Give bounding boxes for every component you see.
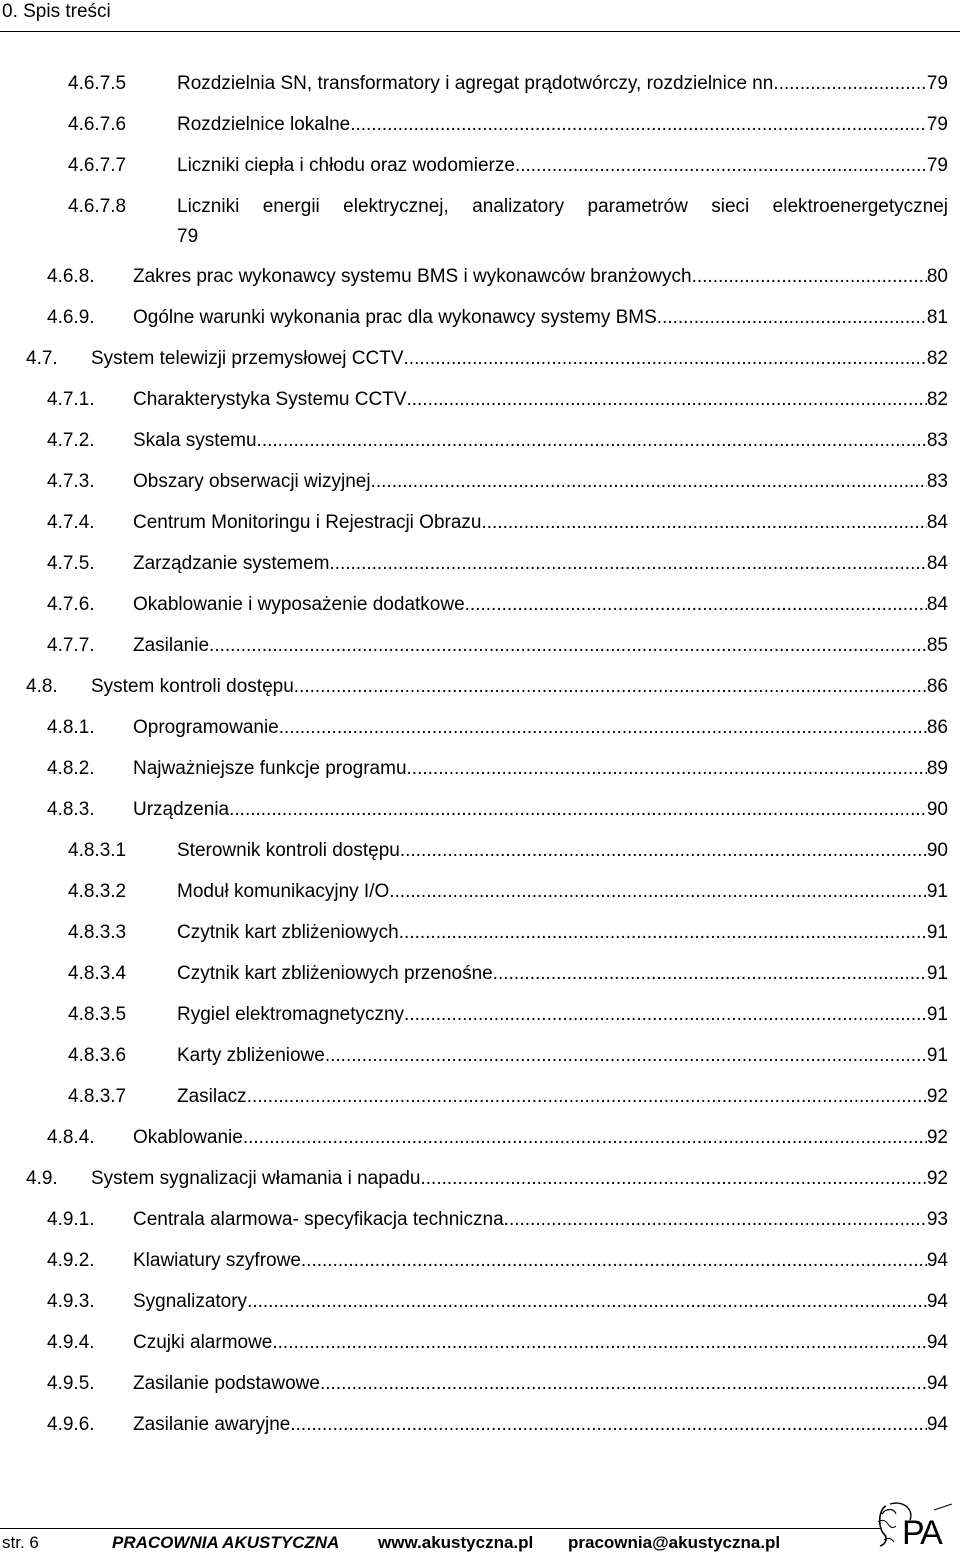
toc-entry-number: 4.9.1. bbox=[47, 1209, 95, 1230]
toc-entry[interactable] bbox=[47, 388, 948, 412]
company-logo bbox=[874, 1500, 956, 1552]
toc-entry[interactable] bbox=[47, 1290, 948, 1314]
toc-entry[interactable] bbox=[68, 113, 948, 137]
dot-leader bbox=[773, 72, 927, 96]
toc-entry-page: 94 bbox=[926, 1373, 948, 1394]
toc-entry[interactable] bbox=[47, 429, 948, 453]
footer-divider bbox=[0, 1528, 880, 1529]
toc-entry-number: 4.6.7.6 bbox=[68, 114, 127, 135]
toc-entry-number: 4.8.3.5 bbox=[68, 1004, 127, 1025]
toc-entry-number: 4.9.3. bbox=[47, 1291, 95, 1312]
toc-entry[interactable] bbox=[47, 593, 948, 617]
dot-leader bbox=[389, 880, 927, 904]
toc-entry-page: 79 bbox=[177, 226, 199, 247]
toc-entry[interactable] bbox=[68, 72, 948, 96]
toc-entry-number: 4.8.3.3 bbox=[68, 922, 127, 943]
toc-entry-number: 4.8.3.6 bbox=[68, 1045, 127, 1066]
dot-leader bbox=[325, 1044, 927, 1068]
dot-leader bbox=[371, 470, 927, 494]
dot-leader bbox=[400, 839, 927, 863]
toc-entry[interactable] bbox=[26, 347, 948, 371]
toc-entry-title: Centrala alarmowa- specyfikacja techniczna bbox=[133, 1209, 504, 1230]
toc-entry-number: 4.7. bbox=[26, 348, 58, 369]
toc-entry[interactable] bbox=[47, 1413, 948, 1437]
toc-entry-number: 4.8.3.7 bbox=[68, 1086, 127, 1107]
toc-entry-title: System telewizji przemysłowej CCTV bbox=[91, 348, 404, 369]
toc-entry-number: 4.6.7.8 bbox=[68, 196, 127, 217]
toc-entry-title: Sterownik kontroli dostępu bbox=[177, 840, 400, 861]
dot-leader bbox=[257, 429, 927, 453]
logo-lettering: PA bbox=[902, 1514, 941, 1552]
toc-entry-page: 92 bbox=[926, 1086, 948, 1107]
toc-entry-page: 83 bbox=[926, 430, 948, 451]
toc-entry-number: 4.7.6. bbox=[47, 594, 95, 615]
email-link[interactable]: pracownia@akustyczna.pl bbox=[568, 1533, 781, 1552]
dot-leader bbox=[657, 306, 927, 330]
toc-entry-title: Charakterystyka Systemu CCTV bbox=[133, 389, 407, 410]
toc-entry-page: 90 bbox=[926, 840, 948, 861]
dot-leader bbox=[272, 1331, 926, 1355]
toc-entry-page: 91 bbox=[926, 963, 948, 984]
toc-entry[interactable] bbox=[47, 1249, 948, 1273]
toc-entry-title: Klawiatury szyfrowe bbox=[133, 1250, 301, 1271]
toc-entry-number: 4.8.1. bbox=[47, 717, 95, 738]
toc-entry-number: 4.7.7. bbox=[47, 635, 95, 656]
dot-leader bbox=[279, 716, 927, 740]
toc-entry-title: System kontroli dostępu bbox=[91, 676, 294, 697]
toc-entry-page: 91 bbox=[926, 1045, 948, 1066]
toc-entry-title: Moduł komunikacyjny I/O bbox=[177, 881, 390, 902]
toc-entry-page: 92 bbox=[926, 1168, 948, 1189]
dot-leader bbox=[504, 1208, 927, 1232]
toc-entry[interactable] bbox=[68, 962, 948, 986]
toc-entry-number: 4.7.2. bbox=[47, 430, 95, 451]
dot-leader bbox=[465, 593, 927, 617]
dot-leader bbox=[243, 1126, 927, 1150]
toc-entry-page: 91 bbox=[926, 922, 948, 943]
dot-leader bbox=[404, 1003, 927, 1027]
toc-entry-number: 4.8.3.2 bbox=[68, 881, 127, 902]
toc-entry-page: 89 bbox=[926, 758, 948, 779]
dot-leader bbox=[301, 1249, 927, 1273]
toc-entry-number: 4.7.1. bbox=[47, 389, 95, 410]
toc-entry-number: 4.7.5. bbox=[47, 553, 95, 574]
toc-entry-title: Liczniki energii elektrycznej, analizatory parametrów sieci elektroenergetycznej bbox=[177, 196, 948, 217]
toc-entry-page: 79 bbox=[926, 114, 948, 135]
dot-leader bbox=[229, 798, 927, 822]
toc-entry[interactable] bbox=[47, 470, 948, 494]
dot-leader bbox=[481, 511, 926, 535]
toc-entry[interactable] bbox=[68, 195, 948, 247]
toc-entry-number: 4.8.3.1 bbox=[68, 840, 127, 861]
toc-entry[interactable] bbox=[47, 552, 948, 576]
dot-leader bbox=[399, 921, 927, 945]
toc-entry-title: Rozdzielnia SN, transformatory i agregat prądotwórczy, rozdzielnice nn bbox=[177, 73, 774, 94]
toc-entry[interactable] bbox=[47, 1126, 948, 1150]
toc-entry[interactable] bbox=[68, 1044, 948, 1068]
toc-entry-title: Zasilanie awaryjne bbox=[133, 1414, 291, 1435]
toc-entry-title: Okablowanie i wyposażenie dodatkowe bbox=[133, 594, 465, 615]
toc-entry-number: 4.9.2. bbox=[47, 1250, 95, 1271]
toc-entry-page: 90 bbox=[926, 799, 948, 820]
toc-entry-title: Zakres prac wykonawcy systemu BMS i wykonawców branżowych bbox=[133, 266, 692, 287]
toc-entry-page: 84 bbox=[926, 594, 948, 615]
toc-entry-number: 4.9.6. bbox=[47, 1414, 95, 1435]
toc-entry-page: 92 bbox=[926, 1127, 948, 1148]
toc-entry[interactable] bbox=[26, 1167, 948, 1191]
toc-entry-title: Sygnalizatory bbox=[133, 1291, 248, 1312]
toc-entry-number: 4.9.5. bbox=[47, 1373, 95, 1394]
toc-entry[interactable] bbox=[68, 839, 948, 863]
toc-entry-title: Rygiel elektromagnetyczny bbox=[177, 1004, 405, 1025]
toc-entry-number: 4.8.2. bbox=[47, 758, 95, 779]
toc-entry[interactable] bbox=[47, 1372, 948, 1396]
page-footer bbox=[0, 1532, 960, 1554]
page-number: str. 6 bbox=[2, 1533, 39, 1552]
toc-entry-page: 82 bbox=[926, 389, 948, 410]
dot-leader bbox=[209, 634, 927, 658]
toc-entry-title: Karty zbliżeniowe bbox=[177, 1045, 325, 1066]
dot-leader bbox=[320, 1372, 927, 1396]
toc-entry-page: 80 bbox=[926, 266, 948, 287]
toc-entry-title: Liczniki ciepła i chłodu oraz wodomierze bbox=[177, 155, 515, 176]
toc-entry-number: 4.6.7.5 bbox=[68, 73, 127, 94]
toc-entry-page: 94 bbox=[926, 1250, 948, 1271]
toc-entry-page: 91 bbox=[926, 1004, 948, 1025]
toc-entry[interactable] bbox=[68, 880, 948, 904]
toc-entry-title: Ogólne warunki wykonania prac dla wykonawcy systemy BMS bbox=[133, 307, 657, 328]
toc-entry-page: 93 bbox=[926, 1209, 948, 1230]
toc-entry-number: 4.8.3.4 bbox=[68, 963, 127, 984]
toc-entry-page: 94 bbox=[926, 1414, 948, 1435]
toc-entry[interactable] bbox=[47, 1331, 948, 1355]
toc-entry[interactable] bbox=[68, 1085, 948, 1109]
dot-leader bbox=[247, 1290, 927, 1314]
toc-entry-number: 4.8.4. bbox=[47, 1127, 95, 1148]
toc-entry-page: 83 bbox=[926, 471, 948, 492]
dot-leader bbox=[493, 962, 927, 986]
toc-entry[interactable] bbox=[26, 675, 948, 699]
website-link[interactable]: www.akustyczna.pl bbox=[378, 1533, 534, 1552]
toc-entry-page: 85 bbox=[926, 635, 948, 656]
toc-entry[interactable] bbox=[47, 1208, 948, 1232]
toc-entry-title: Zasilanie bbox=[133, 635, 210, 656]
toc-entry-title: System sygnalizacji włamania i napadu bbox=[91, 1168, 421, 1189]
toc-entry-title: Zasilanie podstawowe bbox=[133, 1373, 320, 1394]
toc-entry-page: 86 bbox=[926, 676, 948, 697]
dot-leader bbox=[294, 675, 927, 699]
toc-entry[interactable] bbox=[47, 757, 948, 781]
toc-entry-number: 4.8. bbox=[26, 676, 58, 697]
toc-entry-title: Rozdzielnice lokalne bbox=[177, 114, 351, 135]
toc-entry[interactable] bbox=[47, 265, 948, 289]
toc-entry-number: 4.6.7.7 bbox=[68, 155, 127, 176]
toc-entry[interactable] bbox=[47, 634, 948, 658]
toc-entry[interactable] bbox=[47, 798, 948, 822]
toc-entry-title: Oprogramowanie bbox=[133, 717, 279, 738]
toc-entry-page: 91 bbox=[926, 881, 948, 902]
toc-entry[interactable] bbox=[68, 154, 948, 178]
toc-entry-title: Czytnik kart zbliżeniowych bbox=[177, 922, 399, 943]
toc-entry-number: 4.7.3. bbox=[47, 471, 95, 492]
company-name: PRACOWNIA AKUSTYCZNA bbox=[112, 1533, 340, 1552]
toc-entry-title: Skala systemu bbox=[133, 430, 257, 451]
toc-entry-title: Czujki alarmowe bbox=[133, 1332, 273, 1353]
toc-entry-title: Czytnik kart zbliżeniowych przenośne bbox=[177, 963, 493, 984]
dot-leader bbox=[290, 1413, 927, 1437]
toc-entry-title: Urządzenia bbox=[133, 799, 230, 820]
toc-entry-number: 4.6.9. bbox=[47, 307, 95, 328]
toc-entry-number: 4.9.4. bbox=[47, 1332, 95, 1353]
toc-entry-page: 79 bbox=[926, 73, 948, 94]
toc-entry-number: 4.8.3. bbox=[47, 799, 95, 820]
toc-entry-number: 4.9. bbox=[26, 1168, 58, 1189]
toc-entry-title: Centrum Monitoringu i Rejestracji Obrazu bbox=[133, 512, 482, 533]
dot-leader bbox=[329, 552, 926, 576]
toc-entry-page: 94 bbox=[926, 1332, 948, 1353]
toc-entry-page: 84 bbox=[926, 512, 948, 533]
toc-entry-page: 86 bbox=[926, 717, 948, 738]
toc-entry-page: 79 bbox=[926, 155, 948, 176]
toc-entry[interactable] bbox=[47, 306, 948, 330]
toc-entry[interactable] bbox=[68, 1003, 948, 1027]
toc-entry[interactable] bbox=[68, 921, 948, 945]
dot-leader bbox=[421, 1167, 927, 1191]
dot-leader bbox=[407, 757, 927, 781]
dot-leader bbox=[404, 347, 927, 371]
toc-entry-number: 4.7.4. bbox=[47, 512, 95, 533]
toc-entry-title: Zasilacz bbox=[177, 1086, 247, 1107]
toc-entry-number: 4.6.8. bbox=[47, 266, 95, 287]
toc-entry-title: Zarządzanie systemem bbox=[133, 553, 330, 574]
toc-entry[interactable] bbox=[47, 716, 948, 740]
toc-entry-page: 81 bbox=[926, 307, 948, 328]
toc-entry-page: 84 bbox=[926, 553, 948, 574]
toc-entry-page: 94 bbox=[926, 1291, 948, 1312]
dot-leader bbox=[350, 113, 927, 137]
dot-leader bbox=[247, 1085, 927, 1109]
toc-entry-title: Obszary obserwacji wizyjnej bbox=[133, 471, 371, 492]
dot-leader bbox=[406, 388, 926, 412]
toc-entry-title: Okablowanie bbox=[133, 1127, 243, 1148]
dot-leader bbox=[515, 154, 927, 178]
toc-entry-title: Najważniejsze funkcje programu bbox=[133, 758, 407, 779]
dot-leader bbox=[692, 265, 927, 289]
section-title: 0. Spis treści bbox=[2, 1, 111, 22]
toc-entry-page: 82 bbox=[926, 348, 948, 369]
toc-entry[interactable] bbox=[47, 511, 948, 535]
